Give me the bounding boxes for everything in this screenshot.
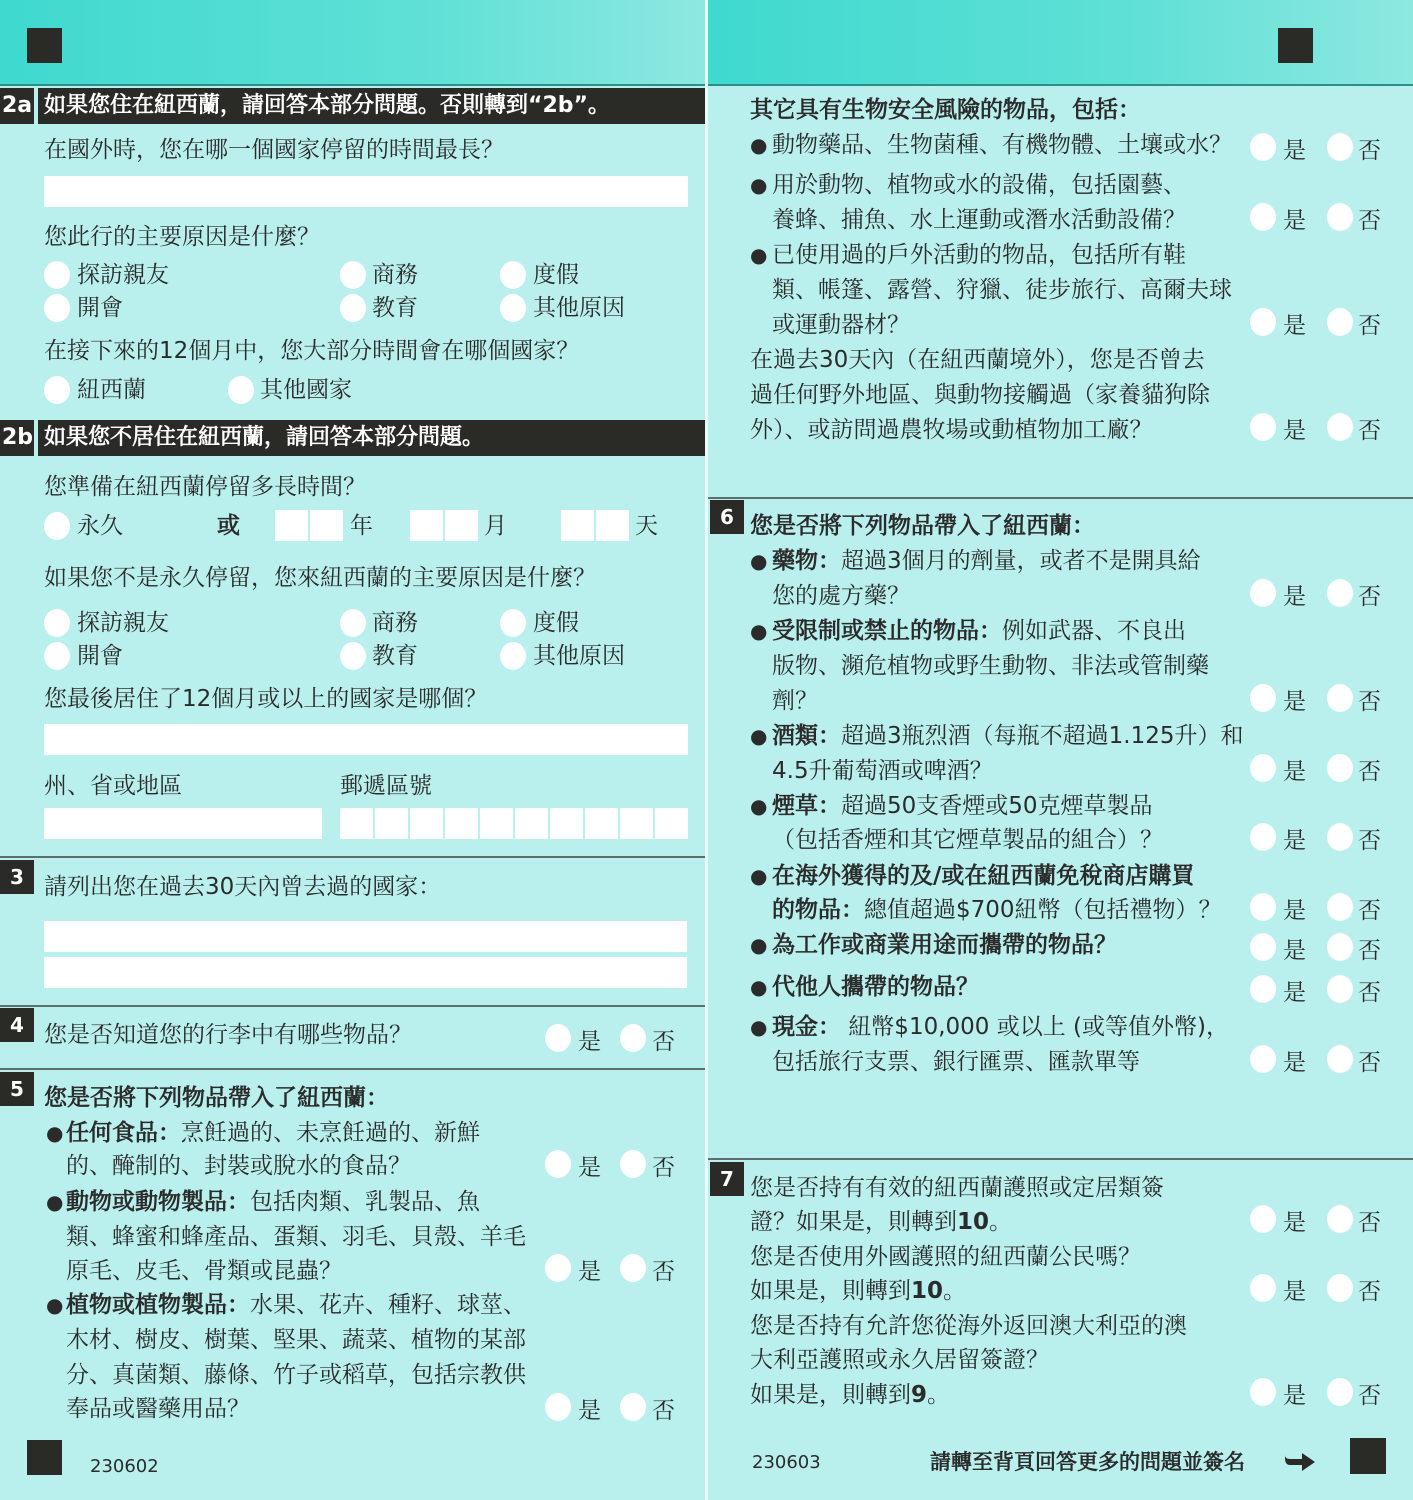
registration-mark [1278,28,1313,63]
item-line: 的、醃制的、封裝或脫水的食品？ [66,1153,411,1179]
radio-no[interactable] [1327,823,1353,851]
bullet: ● [750,933,768,957]
item-line: 您是否持有允許您從海外返回澳大利亞的澳 [750,1313,1187,1339]
yes-label: 是 [578,1155,601,1181]
yes-no-choice [1250,893,1390,923]
days-digit-box[interactable] [596,510,629,541]
radio-other-country[interactable] [228,376,254,404]
no-label: 否 [1358,1050,1381,1076]
option-label: 開會 [77,643,123,669]
item-line: 動物藥品、生物菌種、有機物體、土壤或水？ [772,132,1232,158]
option-label: 探訪親友 [77,610,169,636]
postcode-digit-box[interactable] [445,808,478,839]
radio-other[interactable] [500,642,526,670]
section-6-heading: 您是否將下列物品帶入了紐西蘭： [750,513,1095,539]
bullet: ● [750,173,768,197]
section-number-3: 3 [0,860,34,894]
item-bold: 動物或動物製品： [66,1189,250,1215]
item-line: 在過去30天內（在紐西蘭境外），您是否曾去 [750,347,1205,373]
item-line: 類、帳篷、露營、狩獵、徒步旅行、高爾夫球 [772,277,1232,303]
radio-yes[interactable] [1250,1205,1276,1233]
no-label: 否 [1358,418,1381,444]
turn-over-instruction: 請轉至背頁回答更多的問題並簽名 [930,1450,1245,1474]
radio-yes[interactable] [1250,754,1276,782]
countries-visited-input-2[interactable] [44,957,687,988]
option-label: 探訪親友 [77,262,169,288]
item-text: 如果是，則轉到 [750,1278,911,1304]
postcode-label: 郵遞區號 [340,773,432,799]
yes-no-choice [1250,1205,1390,1235]
page-divider [705,0,708,1500]
section-number-4: 4 [0,1008,34,1042]
radio-no[interactable] [1327,975,1353,1003]
yes-no-choice [1250,933,1390,963]
item-line: 您的處方藥？ [772,583,910,609]
item-line: 大利亞護照或永久居留簽證？ [750,1347,1049,1373]
section-divider [708,497,1413,499]
yes-no-choice [1250,754,1390,784]
yes-label: 是 [1283,584,1306,610]
section-divider [0,1068,705,1070]
item-line: 包括旅行支票、銀行匯票、匯款單等 [772,1049,1140,1075]
yes-label: 是 [1283,898,1306,924]
yes-no-choice [545,1024,685,1054]
bullet: ● [750,243,768,267]
radio-holiday[interactable] [500,261,526,289]
radio-other[interactable] [500,294,526,322]
item-line [772,896,1222,924]
section-number-2b: 2b [0,420,34,456]
item-line [772,617,1186,645]
yes-label: 是 [1283,980,1306,1006]
yes-label: 是 [1283,138,1306,164]
item-bold: 的物品： [772,897,864,923]
radio-business[interactable] [340,261,366,289]
radio-no[interactable] [1327,579,1353,607]
countries-visited-input-1[interactable] [44,921,687,952]
bullet: ● [46,1121,64,1145]
radio-no[interactable] [1327,413,1353,441]
item-tail: 。 [989,1209,1013,1235]
section-number-6: 6 [710,500,744,534]
item-line [66,1188,480,1216]
item-bold: 受限制或禁止的物品： [772,618,1002,644]
yes-label: 是 [578,1398,601,1424]
option-label: 度假 [533,262,579,288]
option-label: 其他原因 [533,643,625,669]
item-line: 劑？ [772,688,818,714]
item-bold: 煙草： [772,793,841,819]
months-digit-box[interactable] [445,510,478,541]
no-label: 否 [1358,689,1381,715]
question-next-12-months: 在接下來的12個月中，您大部分時間會在哪個國家？ [44,338,580,364]
radio-no[interactable] [1327,893,1353,921]
question-main-reason: 您此行的主要原因是什麼？ [44,224,320,250]
item-tail: 。 [927,1382,951,1408]
option-label: 商務 [372,262,418,288]
bullet: ● [750,619,768,643]
section-divider [0,1005,705,1007]
postcode-digit-box[interactable] [515,808,548,839]
no-label: 否 [1358,1383,1381,1409]
radio-yes[interactable] [1250,579,1276,607]
radio-conference[interactable] [44,294,70,322]
yes-label: 是 [1283,1210,1306,1236]
option-label: 其他原因 [533,295,625,321]
item-bold: 植物或植物製品： [66,1292,250,1318]
no-label: 否 [1358,980,1381,1006]
no-label: 否 [652,1029,675,1055]
radio-visiting-friends[interactable] [44,261,70,289]
postcode-digit-box[interactable] [340,808,373,839]
radio-no[interactable] [1327,684,1353,712]
item-text: 超過50支香煙或50克煙草製品 [841,793,1153,819]
no-label: 否 [1358,313,1381,339]
no-label: 否 [1358,208,1381,234]
no-label: 否 [1358,1210,1381,1236]
radio-conference[interactable] [44,642,70,670]
radio-education[interactable] [340,642,366,670]
yes-label: 是 [1283,208,1306,234]
page-code: 230603 [752,1452,821,1473]
section-2a-title: 如果您住在紐西蘭，請回答本部分問題。否則轉到“2b”。 [38,88,705,124]
state-label: 州、省或地區 [44,773,182,799]
bullet: ● [750,864,768,888]
radio-no[interactable] [1327,933,1353,961]
yes-no-choice [1250,975,1390,1005]
item-line: 4.5升葡萄酒或啤酒？ [772,758,993,784]
item-text: 例如武器、不良出 [1002,618,1186,644]
goto-number: 9 [911,1382,928,1408]
item-text: 總值超過$700紐幣（包括禮物）？ [864,897,1222,923]
item-line [750,1277,966,1305]
radio-yes[interactable] [1250,133,1276,161]
section-divider [0,856,705,858]
item-line [772,722,1243,750]
postcode-digit-box[interactable] [410,808,443,839]
option-label: 開會 [77,295,123,321]
item-text: 水果、花卉、種籽、球莖、 [250,1292,526,1318]
bullet: ● [750,1015,768,1039]
yes-no-choice [1250,823,1390,853]
no-label: 否 [1358,1279,1381,1305]
no-label: 否 [1358,898,1381,924]
radio-yes[interactable] [1250,684,1276,712]
item-text: 包括肉類、乳製品、魚 [250,1189,480,1215]
years-digit-box[interactable] [310,510,343,541]
section-number-5: 5 [0,1072,34,1106]
option-label: 其他國家 [260,377,352,403]
radio-no[interactable] [620,1150,646,1178]
item-line [66,1291,526,1319]
postcode-digit-box[interactable] [375,808,408,839]
bullet: ● [46,1293,64,1317]
yes-no-choice [1250,1045,1390,1075]
item-line [772,547,1201,575]
yes-label: 是 [1283,689,1306,715]
yes-label: 是 [1283,313,1306,339]
radio-business[interactable] [340,609,366,637]
radio-new-zealand[interactable] [44,376,70,404]
item-line [772,1013,1229,1041]
radio-yes[interactable] [545,1393,571,1421]
yes-label: 是 [1283,938,1306,964]
registration-mark [1350,1438,1386,1474]
item-line: 木材、樹皮、樹葉、堅果、蔬菜、植物的某部 [66,1327,526,1353]
item-line: 外）、或訪問過農牧場或動植物加工廠？ [750,417,1153,443]
question-countries-visited: 請列出您在過去30天內曾去過的國家： [44,874,442,900]
no-label: 否 [1358,138,1381,164]
radio-no[interactable] [1327,203,1353,231]
option-label: 教育 [372,643,418,669]
item-text: 證？如果是，則轉到 [750,1209,957,1235]
radio-yes[interactable] [1250,413,1276,441]
yes-no-choice [1250,1378,1390,1408]
item-text: 超過3個月的劑量，或者不是開具給 [841,548,1201,574]
yes-label: 是 [578,1259,601,1285]
yes-no-choice [1250,1274,1390,1304]
no-label: 否 [652,1155,675,1181]
goto-number: 10 [911,1278,944,1304]
item-text: 超過3瓶烈酒（每瓶不超過1.125升）和 [841,723,1244,749]
yes-no-choice [1250,684,1390,714]
question-visit-reason: 如果您不是永久停留，您來紐西蘭的主要原因是什麼？ [44,565,596,591]
radio-yes[interactable] [1250,203,1276,231]
item-line: 或運動器材？ [772,312,910,338]
yes-label: 是 [1283,828,1306,854]
radio-permanent[interactable] [44,512,70,540]
item-line: 您是否持有有效的紐西蘭護照或定居類簽 [750,1175,1164,1201]
months-label: 月 [484,513,507,539]
years-label: 年 [350,513,373,539]
section-5-heading: 您是否將下列物品帶入了紐西蘭： [44,1085,389,1111]
no-label: 否 [652,1259,675,1285]
no-label: 否 [652,1398,675,1424]
bullet: ● [750,794,768,818]
months-digit-box[interactable] [410,510,443,541]
question-know-luggage: 您是否知道您的行李中有哪些物品？ [44,1022,412,1048]
radio-no[interactable] [620,1393,646,1421]
radio-yes[interactable] [1250,823,1276,851]
item-line: 過任何野外地區、與動物接觸過（家養貓狗除 [750,382,1210,408]
bullet: ● [750,133,768,157]
section-number-2a: 2a [0,88,34,124]
postcode-digit-box[interactable] [620,808,653,839]
option-label: 度假 [533,610,579,636]
goto-number: 10 [957,1209,990,1235]
radio-no[interactable] [1327,1274,1353,1302]
registration-mark [27,28,62,63]
no-label: 否 [1358,584,1381,610]
question-longest-country: 在國外時，您在哪一個國家停留的時間最長？ [44,137,504,163]
radio-yes[interactable] [1250,1045,1276,1073]
header-band-left [0,0,705,86]
item-line [750,1208,1012,1236]
postcode-digit-box[interactable] [585,808,618,839]
yes-label: 是 [1283,1279,1306,1305]
option-label: 永久 [77,513,123,539]
yes-no-choice [1250,308,1390,338]
radio-yes[interactable] [545,1024,571,1052]
no-label: 否 [1358,759,1381,785]
radio-yes[interactable] [545,1150,571,1178]
item-line: 您是否使用外國護照的紐西蘭公民嗎？ [750,1244,1141,1270]
or-label: 或 [217,513,240,539]
bullet: ● [750,724,768,748]
yes-no-choice [1250,579,1390,609]
radio-yes[interactable] [1250,975,1276,1003]
item-line: 奉品或醫藥用品？ [66,1396,250,1422]
radio-yes[interactable] [1250,893,1276,921]
postcode-digit-box[interactable] [480,808,513,839]
item-line: 為工作或商業用途而攜帶的物品？ [772,932,1117,958]
radio-yes[interactable] [1250,933,1276,961]
item-text: 烹飪過的、未烹飪過的、新鮮 [181,1120,480,1146]
radio-no[interactable] [1327,308,1353,336]
yes-no-choice [1250,413,1390,443]
radio-no[interactable] [1327,133,1353,161]
item-line: （包括香煙和其它煙草製品的組合）？ [772,827,1163,853]
radio-yes[interactable] [1250,1378,1276,1406]
radio-holiday[interactable] [500,609,526,637]
years-digit-box[interactable] [275,510,308,541]
yes-no-choice [545,1150,685,1180]
radio-no[interactable] [1327,754,1353,782]
days-digit-box[interactable] [561,510,594,541]
yes-label: 是 [1283,1050,1306,1076]
section-2b-title: 如果您不居住在紐西蘭，請回答本部分問題。 [38,420,705,456]
yes-no-choice [1250,203,1390,233]
postcode-digit-box[interactable] [655,808,688,839]
item-tail: 。 [943,1278,967,1304]
radio-no[interactable] [1327,1045,1353,1073]
no-label: 否 [1358,828,1381,854]
registration-mark [27,1440,62,1475]
option-label: 教育 [372,295,418,321]
page-code: 230602 [90,1456,159,1477]
radio-education[interactable] [340,294,366,322]
postcode-digit-box[interactable] [550,808,583,839]
radio-no[interactable] [620,1024,646,1052]
yes-label: 是 [1283,1383,1306,1409]
section-number-7: 7 [710,1162,744,1196]
item-line: 版物、瀕危植物或野生動物、非法或管制藥 [772,653,1209,679]
item-bold: 藥物： [772,548,841,574]
question-stay-length: 您準備在紐西蘭停留多長時間？ [44,474,366,500]
no-label: 否 [1358,938,1381,964]
option-label: 紐西蘭 [77,377,146,403]
yes-no-choice [545,1254,685,1284]
item-line: 已使用過的戶外活動的物品，包括所有鞋 [772,242,1186,268]
last-residence-country-input[interactable] [44,724,688,755]
radio-yes[interactable] [545,1254,571,1282]
longest-country-input[interactable] [44,176,688,207]
bullet: ● [750,975,768,999]
item-line [750,1381,950,1409]
item-line: 類、蜂蜜和蜂產品、蛋類、羽毛、貝殼、羊毛 [66,1224,526,1250]
bullet: ● [46,1190,64,1214]
section-divider [708,1158,1413,1160]
radio-no[interactable] [1327,1205,1353,1233]
item-line: 在海外獲得的及/或在紐西蘭免稅商店購買 [772,863,1195,889]
yes-label: 是 [1283,418,1306,444]
question-last-residence: 您最後居住了12個月或以上的國家是哪個？ [44,686,488,712]
radio-visiting-friends[interactable] [44,609,70,637]
biosecurity-heading: 其它具有生物安全風險的物品，包括： [750,97,1141,123]
item-line [772,792,1153,820]
yes-no-choice [545,1393,685,1423]
option-label: 商務 [372,610,418,636]
item-bold: 酒類： [772,723,841,749]
item-text: 紐幣$10,000 或以上 (或等值外幣)， [841,1014,1229,1040]
item-text: 如果是，則轉到 [750,1382,911,1408]
item-bold: 任何食品： [66,1120,181,1146]
days-label: 天 [635,513,658,539]
state-input[interactable] [44,808,322,839]
radio-no[interactable] [620,1254,646,1282]
radio-yes[interactable] [1250,308,1276,336]
arrow-right-icon [1284,1451,1316,1473]
radio-no[interactable] [1327,1378,1353,1406]
yes-no-choice [1250,133,1390,163]
item-line: 分、真菌類、藤條、竹子或稻草，包括宗教供 [66,1362,526,1388]
item-line: 代他人攜帶的物品？ [772,974,979,1000]
item-bold: 現金： [772,1014,841,1040]
yes-label: 是 [578,1029,601,1055]
item-line: 原毛、皮毛、骨類或昆蟲？ [66,1258,342,1284]
radio-yes[interactable] [1250,1274,1276,1302]
item-line: 養蜂、捕魚、水上運動或潛水活動設備？ [772,207,1186,233]
bullet: ● [750,549,768,573]
yes-label: 是 [1283,759,1306,785]
item-line: 用於動物、植物或水的設備，包括園藝、 [772,172,1186,198]
item-line [66,1119,480,1147]
